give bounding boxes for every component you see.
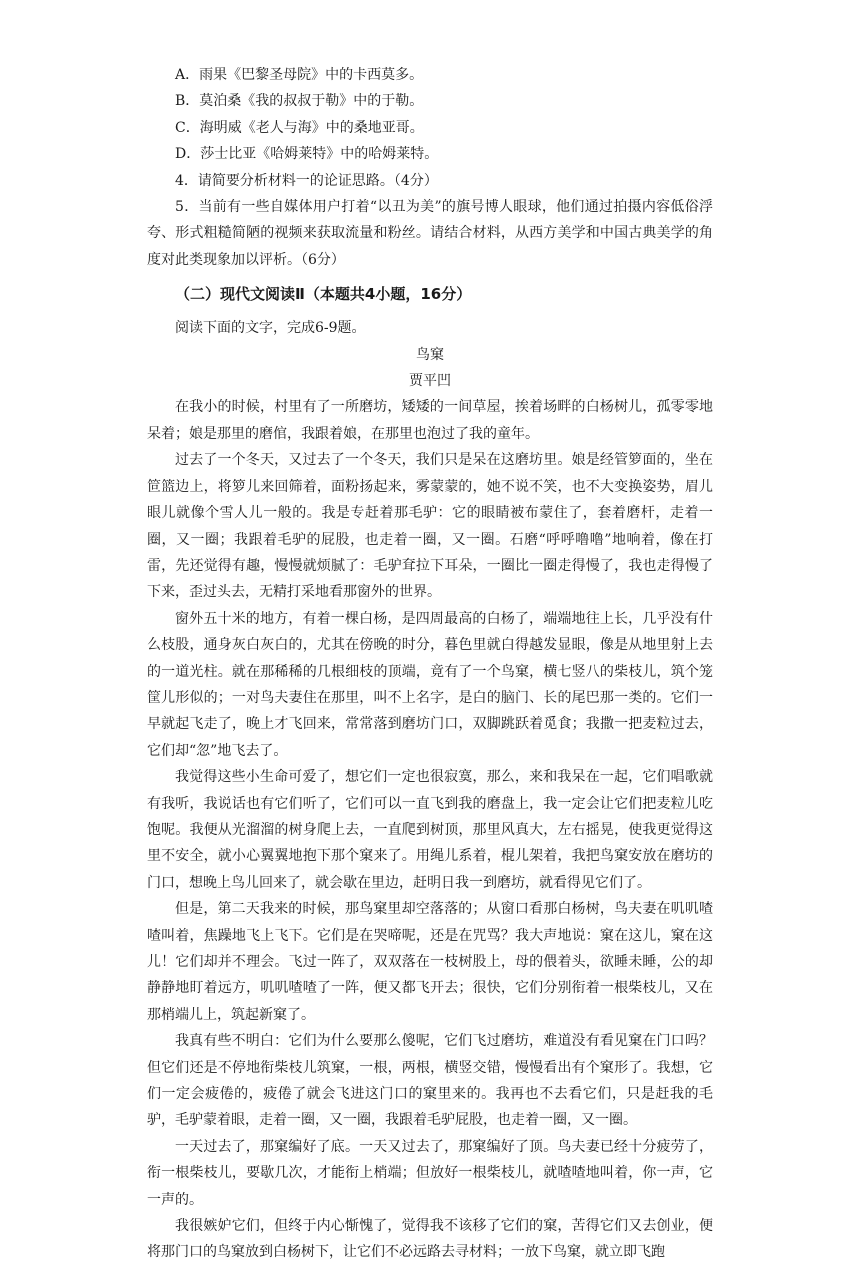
answer-option: D．莎士比亚《哈姆莱特》中的哈姆莱特。 (175, 146, 439, 163)
article-paragraph: 窗外五十米的地方，有着一棵白杨，是四周最高的白杨了，端端地往上长，几乎没有什么枝股，通身灰白灰白的，尤其在傍晚的时分，暮色里就白得越发显眼，像是从地里射上去的一道光柱。就在那稀稀的几根细枝的顶端，竟有了一个鸟窠，横七竖八的柴枝儿，筑个笼筐儿形似的；一对鸟夫妻住在那里，叫不上名字，是白的脑门、长的尾巴那一类的。它们一早就起飞走了，晚上才飞回来，常常落到磨坊门口，双脚跳跃着觅食；我撒一把麦粒过去，它们却“忽”地飞去了。 (147, 610, 713, 759)
article-paragraph: 我真有些不明白：它们为什么要那么傻呢，它们飞过磨坊，难道没有看见窠在门口吗？但它们还是不停地衔柴枝儿筑窠，一根，两根，横竖交错，慢慢看出有个窠形了。我想，它们一定会疲倦的，疲倦了就会飞进这门口的窠里来的。我再也不去看它们，只是赶我的毛驴，毛驴蒙着眼，走着一圈，又一圈，我跟着毛驴屁股，也走着一圈，又一圈。 (147, 1033, 713, 1129)
article-author: 贾平凹 (409, 373, 451, 390)
article-paragraph: 在我小的时候，村里有了一所磨坊，矮矮的一间草屋，挨着场畔的白杨树儿，孤零零地呆着；娘是那里的磨倌，我跟着娘，在那里也泡过了我的童年。 (147, 399, 713, 442)
article-paragraph: 一天过去了，那窠编好了底。一天又过去了，那窠编好了顶。鸟夫妻已经十分疲劳了，衔一根柴枝儿，要歇几次，才能衔上梢端；但放好一根柴枝儿，就喳喳地叫着，你一声，它一声的。 (147, 1138, 713, 1208)
document-page (147, 62, 713, 1266)
answer-option: C．海明威《老人与海》中的桑地亚哥。 (175, 119, 424, 136)
article-paragraph: 过去了一个冬天，又过去了一个冬天，我们只是呆在这磨坊里。娘是经管箩面的，坐在笸篮边上，将箩儿来回筛着，面粉扬起来，雾蒙蒙的，她不说不笑，也不大变换姿势，眉儿眼儿就像个雪人儿一般的。我是专赶着那毛驴：它的眼睛被布蒙住了，套着磨杆，走着一圈，又一圈；我跟着毛驴的屁股，也走着一圈，又一圈。石磨“呼呼噜噜”地响着，像在打雷，先还觉得有趣，慢慢就烦腻了：毛驴耷拉下耳朵，一圈比一圈走得慢了，我也走得慢了下来，歪过头去，无精打采地看那窗外的世界。 (147, 452, 713, 601)
article-paragraph: 我觉得这些小生命可爱了，想它们一定也很寂寞，那么，来和我呆在一起，它们唱歌就有我听，我说话也有它们听了，它们可以一直飞到我的磨盘上，我一定会让它们把麦粒儿吃饱呢。我便从光溜溜的树身爬上去，一直爬到树顶，那里风真大，左右摇晃，使我更觉得这里不安全，就小心翼翼地抱下那个窠来了。用绳儿系着，棍儿架着，我把鸟窠安放在磨坊的门口，想晚上鸟儿回来了，就会歇在里边，赶明日我一到磨坊，就看得见它们了。 (147, 769, 713, 891)
article-body (147, 394, 713, 1265)
answer-option: B．莫泊桑《我的叔叔于勒》中的于勒。 (175, 93, 424, 110)
question-4: 4．请简要分析材料一的论证思路。（4分） (175, 172, 438, 189)
section-title: （二）现代文阅读Ⅱ（本题共4小题，16分） (175, 285, 472, 304)
article-title: 鸟窠 (416, 346, 444, 363)
answer-options (147, 62, 713, 168)
article-paragraph: 但是，第二天我来的时候，那鸟窠里却空落落的；从窗口看那白杨树，鸟夫妻在叽叽喳喳叫着，焦躁地飞上飞下。它们是在哭啼呢，还是在咒骂？我大声地说：窠在这儿，窠在这儿！它们却并不理会。飞过一阵了，双双落在一枝树股上，母的偎着头，欲睡未睡，公的却静静地盯着远方，叽叽喳喳了一阵，便又都飞开去；很快，它们分别衔着一根柴枝儿，又在那梢端儿上，筑起新窠了。 (147, 901, 713, 1023)
article-paragraph: 我很嫉妒它们，但终于内心惭愧了，觉得我不该移了它们的窠，苦得它们又去创业，便将那门口的鸟窠放到白杨树下，让它们不必远路去寻材料；一放下鸟窠，就立即飞跑 (147, 1218, 713, 1261)
answer-option: A．雨果《巴黎圣母院》中的卡西莫多。 (175, 67, 424, 83)
question-5: 5．当前有一些自媒体用户打着“以丑为美”的旗号博人眼球，他们通过拍摄内容低俗浮夸、形式粗糙简陋的视频来获取流量和粉丝。请结合材料，从西方美学和中国古典美学的角度对此类现象加以评析。（6分） (147, 199, 713, 268)
instruction: 阅读下面的文字，完成6-9题。 (175, 320, 366, 337)
